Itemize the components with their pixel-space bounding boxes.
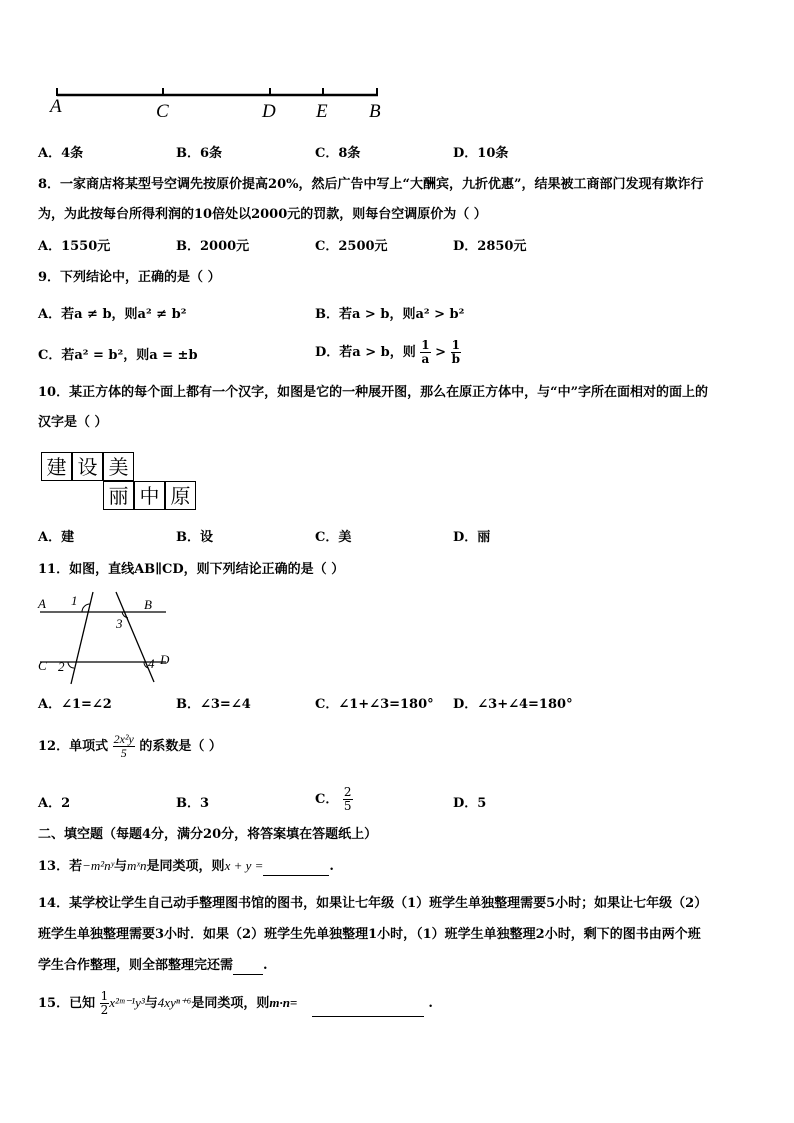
q9-frac2-numerator: 1 bbox=[451, 338, 460, 352]
q15-term1: x²ᵐ⁻¹y³ bbox=[109, 995, 145, 1010]
q11-stem: 11．如图，直线AB∥CD，则下列结论正确的是（ ） bbox=[38, 562, 345, 577]
q13-term2: mˣn bbox=[126, 858, 147, 873]
q12-optc-numerator: 2 bbox=[343, 785, 352, 799]
q7-option-c: C．8条 bbox=[315, 146, 361, 161]
q13-term1: −m²nʸ bbox=[82, 858, 114, 873]
q15-expression: m·n= bbox=[269, 995, 298, 1010]
point-label-b: B bbox=[369, 101, 381, 122]
fig11-label-3: 3 bbox=[116, 616, 123, 631]
q12-option-c-fraction bbox=[343, 786, 353, 813]
q11-option-b: B．∠3=∠4 bbox=[176, 697, 251, 712]
net-cell-mei: 美 bbox=[103, 452, 134, 481]
segment-figure bbox=[45, 82, 395, 127]
q11-option-a: A．∠1=∠2 bbox=[38, 697, 112, 712]
q10-option-c: C．美 bbox=[315, 530, 352, 545]
q12-option-c bbox=[315, 786, 353, 813]
net-cell-yuan: 原 bbox=[165, 481, 196, 510]
q15-stem bbox=[38, 990, 433, 1017]
q9-option-d bbox=[315, 339, 461, 366]
q9-frac1-denominator: a bbox=[421, 352, 430, 366]
q12-option-a: A．2 bbox=[38, 796, 71, 811]
q15-denominator: 2 bbox=[100, 1003, 109, 1017]
q13-prefix: 13．若 bbox=[38, 859, 83, 874]
q10-stem-line2: 汉字是（ ） bbox=[38, 415, 108, 430]
q12-suffix: 的系数是（ ） bbox=[139, 739, 222, 754]
q8-option-d: D．2850元 bbox=[453, 239, 527, 254]
q12-denominator: 5 bbox=[120, 746, 127, 760]
q15-term2: 4xyⁿ⁺⁶ bbox=[157, 995, 192, 1010]
fig11-label-c: C bbox=[38, 658, 47, 673]
q13-expression: x + y = bbox=[224, 858, 264, 873]
fig11-label-2: 2 bbox=[58, 659, 65, 674]
q9-option-c: C．若a² = b²，则a = ±b bbox=[38, 348, 198, 363]
section-heading-fill-in: 二、填空题（每题4分，满分20分，将答案填在答题纸上） bbox=[38, 827, 378, 842]
q9-frac2-denominator: b bbox=[451, 352, 460, 366]
q7-option-b: B．6条 bbox=[176, 146, 223, 161]
q9-fraction-1-over-b bbox=[451, 339, 461, 366]
q12-prefix: 12．单项式 bbox=[38, 739, 109, 754]
net-cell-zhong: 中 bbox=[134, 481, 165, 510]
q13-answer-blank[interactable] bbox=[263, 861, 329, 876]
q10-stem-line1: 10．某正方体的每个面上都有一个汉字，如图是它的一种展开图，那么在原正方体中，与“中”字所在面相对的面上的 bbox=[38, 385, 709, 400]
q12-option-c-label: C． bbox=[315, 792, 339, 807]
q11-option-d: D．∠3+∠4=180° bbox=[453, 697, 573, 712]
q10-option-d: D．丽 bbox=[453, 530, 491, 545]
q9-fraction-1-over-a bbox=[420, 339, 430, 366]
q7-option-a: A．4条 bbox=[38, 146, 84, 161]
q15-numerator: 1 bbox=[100, 989, 109, 1003]
fig11-label-4: 4 bbox=[148, 656, 155, 671]
parallel-lines-figure bbox=[36, 590, 176, 686]
q9-stem: 9．下列结论中，正确的是（ ） bbox=[38, 270, 221, 285]
q12-monomial-fraction bbox=[113, 733, 135, 760]
q9-greater-than: > bbox=[435, 345, 447, 360]
fig11-label-1: 1 bbox=[71, 593, 78, 608]
q12-optc-denominator: 5 bbox=[343, 799, 352, 813]
q11-option-c: C．∠1+∠3=180° bbox=[315, 697, 434, 712]
q8-stem-line2: 为，为此按每台所得利润的10倍处以2000元的罚款，则每台空调原价为（ ） bbox=[38, 207, 487, 222]
q13-end: . bbox=[329, 859, 334, 874]
q8-option-a: A．1550元 bbox=[38, 239, 111, 254]
q10-option-b: B．设 bbox=[176, 530, 213, 545]
q9-option-d-prefix: D．若a > b，则 bbox=[315, 345, 416, 360]
q12-option-d: D．5 bbox=[453, 796, 487, 811]
fig11-label-a: A bbox=[38, 596, 46, 611]
q15-answer-blank[interactable] bbox=[312, 1002, 424, 1017]
q15-end: . bbox=[428, 996, 433, 1011]
angle-arc-2 bbox=[68, 662, 74, 668]
q8-option-c: C．2500元 bbox=[315, 239, 388, 254]
net-cell-jian: 建 bbox=[41, 452, 72, 481]
q12-stem bbox=[38, 733, 222, 760]
point-label-c: C bbox=[156, 101, 169, 122]
net-cell-li: 丽 bbox=[103, 481, 134, 510]
point-label-e: E bbox=[316, 101, 328, 122]
q13-stem bbox=[38, 857, 334, 876]
q12-numerator: 2x²y bbox=[113, 732, 134, 746]
q10-option-a: A．建 bbox=[38, 530, 75, 545]
q14-stem-line3 bbox=[38, 957, 268, 975]
q15-prefix: 15．已知 bbox=[38, 996, 96, 1011]
q14-stem-line1: 14．某学校让学生自己动手整理图书馆的图书，如果让七年级（1）班学生单独整理需要5小时；如果让七年级（2） bbox=[38, 896, 708, 911]
q15-fraction-half bbox=[100, 990, 110, 1017]
q9-option-a: A．若a ≠ b，则a² ≠ b² bbox=[38, 307, 187, 322]
q14-answer-blank[interactable] bbox=[233, 960, 263, 975]
q15-mid: 与 bbox=[144, 996, 158, 1011]
q15-suffix: 是同类项，则 bbox=[191, 996, 270, 1011]
q8-stem-line1: 8．一家商店将某型号空调先按原价提高20%，然后广告中写上“大酬宾，九折优惠”，结果被工商部门发现有欺诈行 bbox=[38, 177, 704, 192]
net-cell-she: 设 bbox=[72, 452, 103, 481]
q9-frac1-numerator: 1 bbox=[421, 338, 430, 352]
q8-option-b: B．2000元 bbox=[176, 239, 250, 254]
q13-suffix: 是同类项，则 bbox=[146, 859, 225, 874]
q14-end: . bbox=[263, 958, 268, 973]
point-label-d: D bbox=[262, 101, 276, 122]
fig11-label-d: D bbox=[160, 652, 170, 667]
q9-option-b: B．若a > b，则a² > b² bbox=[315, 307, 465, 322]
q14-stem-line2: 班学生单独整理需要3小时．如果（2）班学生先单独整理1小时，（1）班学生单独整理2小时，剩下的图书由两个班 bbox=[38, 927, 701, 942]
q12-option-b: B．3 bbox=[176, 796, 210, 811]
q14-line3-text: 学生合作整理，则全部整理完还需 bbox=[38, 958, 234, 973]
q7-option-d: D．10条 bbox=[453, 146, 509, 161]
q13-mid: 与 bbox=[113, 859, 127, 874]
point-label-a: A bbox=[50, 96, 62, 117]
fig11-label-b: B bbox=[144, 597, 152, 612]
